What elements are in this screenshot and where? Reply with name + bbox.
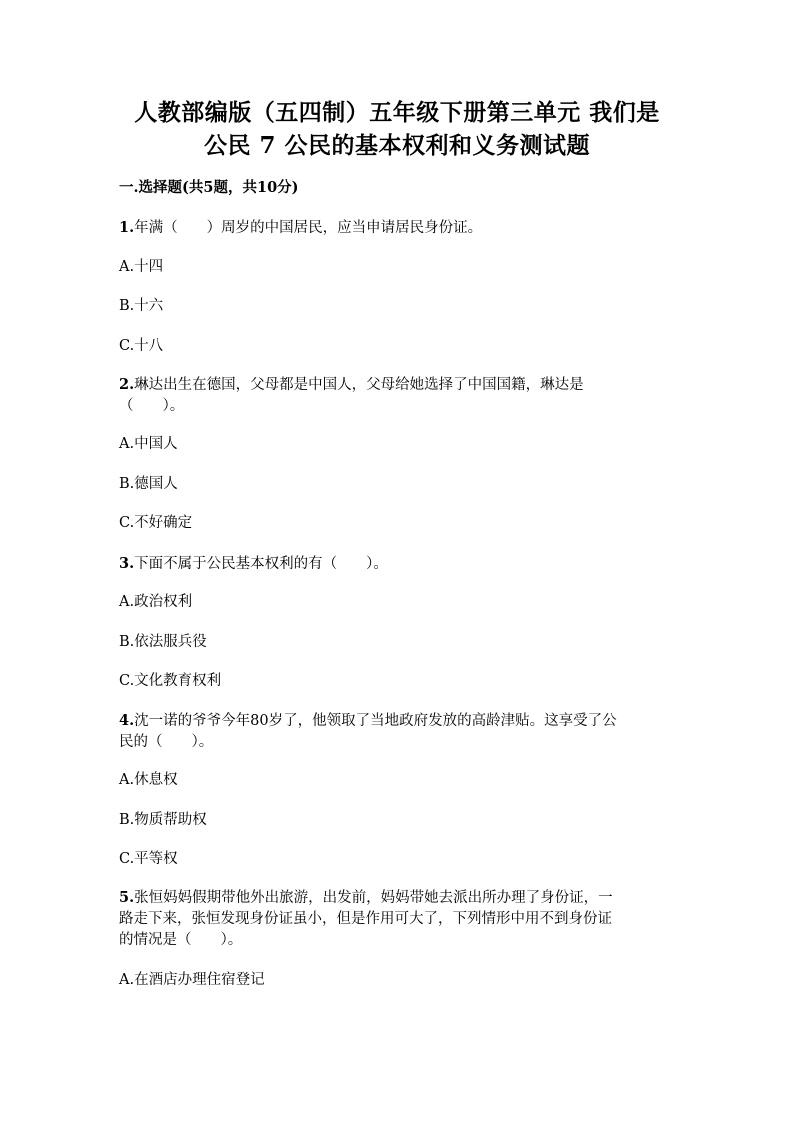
question-4-option-a: A.休息权 (119, 772, 178, 788)
question-number: 5. (119, 889, 135, 906)
question-1-option-b: B.十六 (119, 298, 164, 314)
section-heading: 一.选择题(共5题，共10分) (119, 179, 299, 196)
question-text: 年满（ ）周岁的中国居民，应当申请居民身份证。 (134, 220, 483, 236)
question-2-option-a: A.中国人 (119, 436, 178, 452)
question-number: 4. (119, 712, 135, 729)
question-text: 沈一诺的爷爷今年80岁了，他领取了当地政府发放的高龄津贴。这享受了公 (134, 713, 617, 729)
question-line: 路走下来，张恒发现身份证虽小，但是作用可大了，下列情形中用不到身份证 (119, 911, 612, 927)
question-1-option-c: C.十八 (119, 338, 164, 354)
question-text: 张恒妈妈假期带他外出旅游，出发前，妈妈带她去派出所办理了身份证，一 (134, 890, 613, 906)
question-3-option-c: C.文化教育权利 (119, 673, 222, 689)
question-number: 2. (119, 376, 135, 393)
question-line: （ ）。 (119, 398, 185, 414)
question-line (119, 374, 675, 396)
question-line (119, 710, 675, 732)
question-line (119, 887, 675, 909)
document-title-line-1: 人教部编版（五四制）五年级下册第三单元 我们是 (134, 99, 660, 126)
question-1 (119, 217, 675, 239)
question-2-option-c: C.不好确定 (119, 515, 193, 531)
question-text: 下面不属于公民基本权利的有（ ）。 (134, 556, 388, 572)
question-line: 民的（ ）。 (119, 734, 214, 750)
question-3 (119, 553, 675, 575)
question-line: 的情况是（ ）。 (119, 932, 243, 948)
question-number: 3. (119, 555, 135, 572)
question-4 (119, 710, 675, 753)
question-4-option-b: B.物质帮助权 (119, 812, 207, 828)
question-4-option-c: C.平等权 (119, 851, 178, 867)
document-title-line-2: 公民 7 公民的基本权利和义务测试题 (203, 132, 591, 159)
question-2 (119, 374, 675, 417)
question-3-option-a: A.政治权利 (119, 594, 193, 610)
question-text: 琳达出生在德国，父母都是中国人，父母给她选择了中国国籍，琳达是 (134, 377, 584, 393)
question-2-option-b: B.德国人 (119, 476, 178, 492)
question-5-option-a: A.在酒店办理住宿登记 (119, 972, 265, 988)
question-number: 1. (119, 219, 135, 236)
question-5 (119, 887, 675, 951)
question-3-option-b: B.依法服兵役 (119, 634, 207, 650)
question-1-option-a: A.十四 (119, 259, 164, 275)
